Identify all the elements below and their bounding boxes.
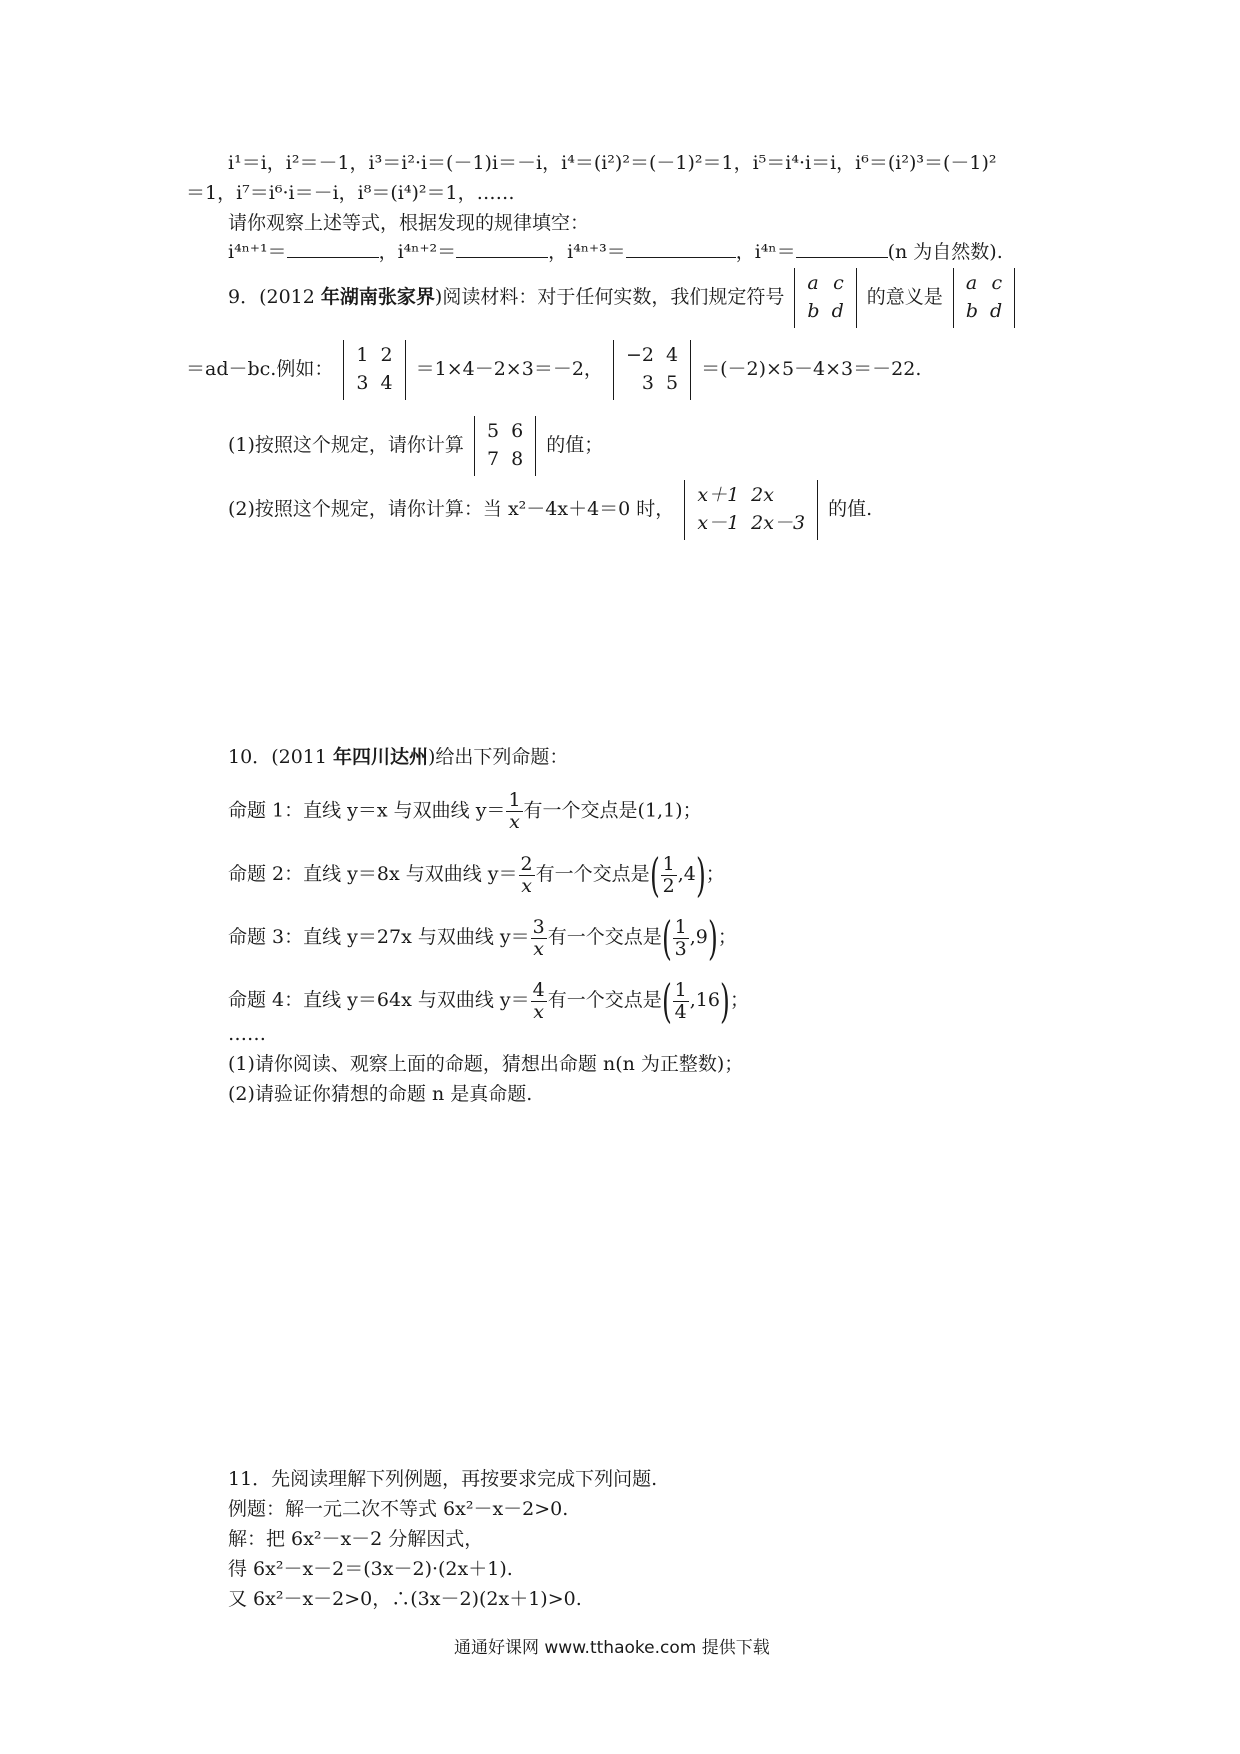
blank-3[interactable]: [626, 243, 736, 258]
blank-4[interactable]: [796, 243, 888, 258]
fraction: $\frac{4}{x}$: [532, 978, 545, 1023]
q11-line-2: 例题：解一元二次不等式 6x²－x－2>0.: [228, 1498, 569, 1520]
right-paren: ): [720, 974, 730, 1028]
q9-intro: 9．(2012 年湖南张家界)阅读材料：对于任何实数，我们规定符号 a c b d 的意义是 a c b d: [228, 268, 1019, 328]
fraction: $\frac{2}{x}$: [520, 852, 533, 897]
fraction: $\frac{1}{x}$: [508, 789, 521, 833]
q9-part-1: (1)按照这个规定，请你计算 5 6 7 8 的值；: [228, 416, 603, 476]
proposition-1: 命题 1：直线 y＝x 与双曲线 y＝ $\frac{1}{x}$ 有一个交点是(1,1)；: [228, 789, 702, 833]
blank-2[interactable]: [456, 243, 548, 258]
q8-line-2: ＝1，i⁷＝i⁶·i＝－i，i⁸＝(i⁴)²＝1，……: [186, 182, 515, 204]
q8-fill-blanks: i⁴ⁿ⁺¹＝ ，i⁴ⁿ⁺²＝ ，i⁴ⁿ⁺³＝ ，i⁴ⁿ＝ (n 为自然数).: [228, 241, 1003, 263]
q10-ellipsis: ……: [228, 1023, 266, 1045]
right-paren: ): [695, 848, 706, 902]
q9-part-2: (2)按照这个规定，请你计算：当 x²－4x＋4＝0 时， x＋1 2x x－1 2x－3 的值.: [228, 480, 872, 540]
q11-line-1: 11．先阅读理解下列例题，再按要求完成下列问题.: [228, 1468, 658, 1490]
left-paren: (: [649, 848, 660, 902]
example-determinant-2: −2 4 3 5: [613, 340, 691, 400]
q11-line-3: 解：把 6x²－x－2 分解因式，: [228, 1528, 484, 1550]
page-footer: 通通好课网 www.tthaoke.com 提供下载: [454, 1638, 770, 1658]
example-determinant-1: 1 2 3 4: [343, 340, 405, 400]
left-paren: (: [661, 974, 672, 1028]
left-paren: (: [661, 911, 672, 965]
q10-title: 10．(2011 年四川达州)给出下列命题：: [228, 746, 569, 768]
part2-determinant: x＋1 2x x－1 2x－3: [684, 480, 818, 540]
q11-line-4: 得 6x²－x－2＝(3x－2)·(2x＋1).: [228, 1558, 513, 1580]
q11-line-5: 又 6x²－x－2>0，∴(3x－2)(2x＋1)>0.: [228, 1588, 582, 1610]
right-paren: ): [707, 911, 718, 965]
determinant-symbol: a c b d: [794, 268, 856, 328]
blank-1[interactable]: [287, 243, 379, 258]
q9-definition: ＝ad－bc.例如： 1 2 3 4 ＝1×4－2×3＝－2， −2 4 3 5 ＝(－2)×5－4×3＝－22.: [186, 340, 921, 400]
fraction: $\frac{1}{3}$: [674, 915, 687, 960]
part1-determinant: 5 6 7 8: [474, 416, 536, 476]
q8-line-1: i¹＝i，i²＝－1，i³＝i²·i＝(－1)i＝－i，i⁴＝(i²)²＝(－1)²＝1，i⁵＝i⁴·i＝i，i⁶＝(i²)³＝(－1)²: [228, 152, 997, 174]
q10-question-2: (2)请验证你猜想的命题 n 是真命题.: [228, 1083, 533, 1105]
fraction: $\frac{1}{4}$: [674, 978, 687, 1023]
fraction: $\frac{3}{x}$: [532, 915, 545, 960]
proposition-3: 命题 3：直线 y＝27x 与双曲线 y＝ $\frac{3}{x}$ 有一个交点是( $\frac{1}{3}$ ,9)；: [228, 911, 737, 965]
determinant-symbol-2: a c b d: [953, 268, 1015, 328]
fraction: $\frac{1}{2}$: [662, 852, 675, 897]
proposition-4: 命题 4：直线 y＝64x 与双曲线 y＝ $\frac{4}{x}$ 有一个交点是( $\frac{1}{4}$ ,16)；: [228, 974, 749, 1028]
q10-question-1: (1)请你阅读、观察上面的命题，猜想出命题 n(n 为正整数)；: [228, 1053, 744, 1075]
q8-instruction: 请你观察上述等式，根据发现的规律填空：: [228, 212, 590, 234]
proposition-2: 命题 2：直线 y＝8x 与双曲线 y＝ $\frac{2}{x}$ 有一个交点是( $\frac{1}{2}$ ,4)；: [228, 848, 725, 902]
